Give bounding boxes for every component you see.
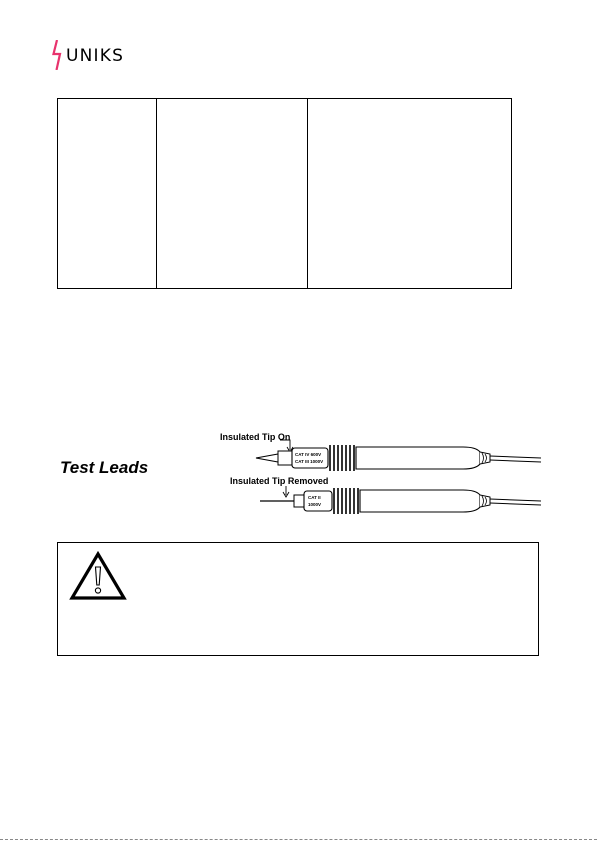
brand-name: UNIKS [66, 45, 125, 66]
top-lead-caption: Insulated Tip On [220, 432, 291, 442]
lightning-bolt-icon [52, 40, 64, 70]
warning-triangle-icon [69, 551, 127, 601]
bottom-test-lead [260, 488, 541, 514]
warning-box [57, 542, 539, 656]
top-test-lead [256, 445, 541, 471]
brand-logo [52, 40, 124, 70]
bottom-lead-rating-1: CAT II [308, 495, 321, 500]
specification-table [57, 98, 512, 289]
bottom-lead-rating-2: 1000V [308, 502, 322, 507]
bottom-lead-caption: Insulated Tip Removed [230, 476, 329, 486]
top-lead-rating-2: CAT III 1000V [295, 459, 324, 464]
table-cell [58, 99, 157, 289]
test-leads-title: Test Leads [60, 458, 149, 477]
test-lead-drawing [218, 432, 543, 520]
page-bottom-rule [0, 839, 597, 840]
table-cell [308, 99, 512, 289]
table-row [58, 99, 512, 289]
top-lead-rating-1: CAT IV 600V [295, 452, 322, 457]
table-cell [157, 99, 308, 289]
